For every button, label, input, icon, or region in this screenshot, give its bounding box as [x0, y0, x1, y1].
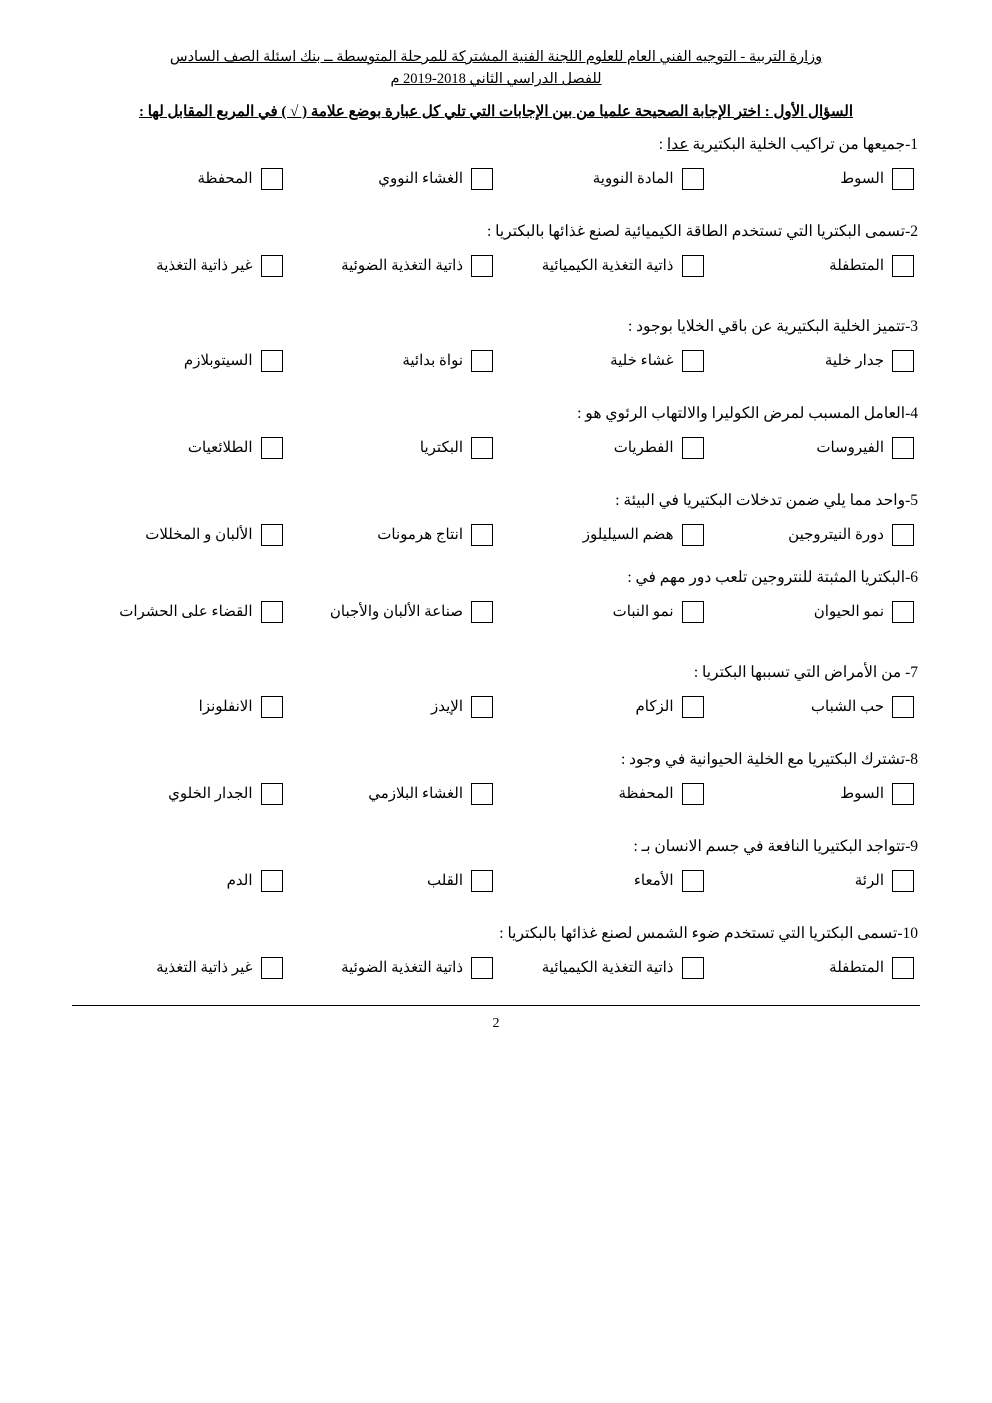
- checkbox-icon[interactable]: [682, 524, 704, 546]
- option-label: جدار خلية: [824, 353, 884, 370]
- option-item[interactable]: [283, 350, 494, 372]
- option-label: القلب: [426, 873, 463, 890]
- option-row: [72, 957, 920, 979]
- option-item[interactable]: [72, 437, 283, 459]
- option-label: الغشاء النووي: [378, 171, 463, 188]
- option-label: الدم: [226, 873, 253, 890]
- question-text: [72, 750, 920, 769]
- option-row: [72, 255, 920, 277]
- checkbox-icon[interactable]: [261, 524, 283, 546]
- option-label: الرئة: [854, 873, 884, 890]
- question-number: 1-: [905, 135, 918, 153]
- checkbox-icon[interactable]: [892, 601, 914, 623]
- question-block: [72, 924, 920, 979]
- option-label: المادة النووية: [592, 171, 674, 188]
- checkbox-icon[interactable]: [892, 168, 914, 190]
- option-row: [72, 437, 920, 459]
- option-item[interactable]: [704, 696, 921, 718]
- footer-divider: [72, 1005, 920, 1006]
- question-number: 8-: [905, 750, 918, 768]
- option-label: نمو النبات: [612, 604, 674, 621]
- checkbox-icon[interactable]: [261, 957, 283, 979]
- option-item[interactable]: [704, 168, 921, 190]
- option-label: غير ذاتية التغذية: [156, 258, 253, 275]
- question-number: 4-: [905, 404, 918, 422]
- option-item[interactable]: [493, 601, 704, 623]
- checkbox-icon[interactable]: [471, 957, 493, 979]
- question-number: 5-: [905, 491, 918, 509]
- option-label: الغشاء البلازمي: [368, 786, 463, 803]
- question-block: [72, 750, 920, 805]
- option-item[interactable]: [283, 168, 494, 190]
- option-label: غشاء خلية: [610, 353, 674, 370]
- question-text: [72, 663, 920, 682]
- question-stem: من الأمراض التي تسببها البكتريا :: [693, 663, 906, 681]
- question-stem-emphasis: عدا: [666, 135, 689, 153]
- option-label: الزكام: [635, 699, 674, 716]
- question-number: 7-: [905, 663, 918, 681]
- question-block: [72, 837, 920, 892]
- header-line-ministry: وزارة التربية - التوجيه الفني العام للعلوم اللجنة الفنية المشتركة للمرحلة المتوسطة ــ بنك اسئلة الصف السادس: [169, 49, 823, 65]
- option-item[interactable]: [493, 524, 704, 546]
- option-item[interactable]: [72, 601, 283, 623]
- option-item[interactable]: [283, 524, 494, 546]
- option-item[interactable]: [493, 696, 704, 718]
- question-text: [72, 568, 920, 587]
- option-row: [72, 601, 920, 623]
- option-item[interactable]: [493, 870, 704, 892]
- option-item[interactable]: [704, 524, 921, 546]
- option-label: ذاتية التغذية الضوئية: [341, 960, 463, 977]
- checkbox-icon[interactable]: [471, 350, 493, 372]
- option-label: نمو الحيوان: [813, 604, 884, 621]
- question-block: [72, 404, 920, 459]
- option-label: الفيروسات: [816, 440, 884, 457]
- checkbox-icon[interactable]: [892, 957, 914, 979]
- checkbox-icon[interactable]: [892, 437, 914, 459]
- checkbox-icon[interactable]: [682, 601, 704, 623]
- checkbox-icon[interactable]: [471, 870, 493, 892]
- option-item[interactable]: [72, 168, 283, 190]
- option-label: الطلائعيات: [187, 440, 253, 457]
- option-label: البكتريا: [419, 440, 463, 457]
- option-item[interactable]: [283, 255, 494, 277]
- option-item[interactable]: [283, 957, 494, 979]
- question-instruction: السؤال الأول : اختر الإجابة الصحيحة علميا من بين الإجابات التي تلي كل عبارة بوضع علامة ( √ ) في المربع المقابل لها :: [138, 103, 853, 120]
- option-item[interactable]: [283, 437, 494, 459]
- option-item[interactable]: [704, 783, 921, 805]
- option-item[interactable]: [72, 783, 283, 805]
- header-line-term: للفصل الدراسي الثاني 2018-2019 م: [390, 71, 602, 88]
- checkbox-icon[interactable]: [682, 437, 704, 459]
- option-label: السوط: [840, 786, 884, 803]
- question-stem-tail: :: [658, 135, 667, 153]
- checkbox-icon[interactable]: [682, 957, 704, 979]
- question-block: [72, 568, 920, 623]
- option-item[interactable]: [283, 601, 494, 623]
- question-stem: تتواجد البكتيريا النافعة في جسم الانسان بـ :: [633, 837, 906, 855]
- option-item[interactable]: [283, 696, 494, 718]
- option-label: السوط: [840, 171, 884, 188]
- option-label: ذاتية التغذية الكيميائية: [541, 960, 674, 977]
- question-stem: تتميز الخلية البكتيرية عن باقي الخلايا بوجود :: [627, 317, 906, 335]
- document-header: [72, 46, 920, 91]
- question-text: [72, 317, 920, 336]
- question-text: [72, 404, 920, 423]
- question-block: [72, 222, 920, 277]
- question-stem: البكتريا المثبتة للنتروجين تلعب دور مهم في :: [627, 568, 906, 586]
- option-row: [72, 870, 920, 892]
- option-label: حب الشباب: [810, 699, 884, 716]
- question-text: [72, 491, 920, 510]
- checkbox-icon[interactable]: [892, 255, 914, 277]
- option-item[interactable]: [72, 870, 283, 892]
- option-label: دورة النيتروجين: [788, 527, 884, 544]
- option-item[interactable]: [704, 601, 921, 623]
- checkbox-icon[interactable]: [261, 168, 283, 190]
- checkbox-icon[interactable]: [471, 601, 493, 623]
- option-label: المتطفلة: [829, 258, 884, 275]
- option-item[interactable]: [704, 255, 921, 277]
- option-row: [72, 168, 920, 190]
- option-label: نواة بدائية: [402, 353, 463, 370]
- question-number: 6-: [905, 568, 918, 586]
- checkbox-icon[interactable]: [261, 696, 283, 718]
- checkbox-icon[interactable]: [892, 350, 914, 372]
- option-item[interactable]: [283, 783, 494, 805]
- option-item[interactable]: [704, 957, 921, 979]
- checkbox-icon[interactable]: [682, 350, 704, 372]
- option-row: [72, 783, 920, 805]
- question-block: [72, 317, 920, 372]
- question-block: [72, 663, 920, 718]
- option-item[interactable]: [283, 870, 494, 892]
- option-label: المحفظة: [618, 786, 674, 803]
- option-label: الجدار الخلوي: [168, 786, 253, 803]
- checkbox-icon[interactable]: [682, 168, 704, 190]
- option-label: الفطريات: [613, 440, 674, 457]
- question-block: [72, 135, 920, 190]
- option-item[interactable]: [493, 255, 704, 277]
- option-label: هضم السيليلوز: [582, 527, 674, 544]
- question-stem: واحد مما يلي ضمن تدخلات البكتيريا في البيئة :: [615, 491, 906, 509]
- option-item[interactable]: [72, 957, 283, 979]
- option-label: ذاتية التغذية الضوئية: [341, 258, 463, 275]
- checkbox-icon[interactable]: [261, 870, 283, 892]
- option-item[interactable]: [493, 437, 704, 459]
- page-number: 2: [492, 1015, 500, 1031]
- checkbox-icon[interactable]: [471, 168, 493, 190]
- option-item[interactable]: [493, 783, 704, 805]
- option-label: الأمعاء: [633, 873, 674, 890]
- checkbox-icon[interactable]: [682, 255, 704, 277]
- question-stem: جميعها من تراكيب الخلية البكتيرية: [688, 135, 906, 153]
- checkbox-icon[interactable]: [892, 783, 914, 805]
- question-block: [72, 491, 920, 546]
- option-item[interactable]: [72, 350, 283, 372]
- option-item[interactable]: [493, 957, 704, 979]
- option-label: الإيدز: [430, 699, 463, 716]
- checkbox-icon[interactable]: [471, 255, 493, 277]
- checkbox-icon[interactable]: [261, 437, 283, 459]
- option-label: السيتوبلازم: [183, 353, 253, 370]
- question-stem: تسمى البكتريا التي تستخدم الطاقة الكيميائية لصنع غذائها بالبكتريا :: [486, 222, 906, 240]
- option-item[interactable]: [72, 696, 283, 718]
- checkbox-icon[interactable]: [682, 783, 704, 805]
- option-row: [72, 350, 920, 372]
- checkbox-icon[interactable]: [261, 255, 283, 277]
- option-label: القضاء على الحشرات: [119, 604, 253, 621]
- checkbox-icon[interactable]: [471, 437, 493, 459]
- question-number: 3-: [905, 317, 918, 335]
- option-label: المتطفلة: [829, 960, 884, 977]
- checkbox-icon[interactable]: [892, 870, 914, 892]
- question-number: 10-: [897, 924, 918, 942]
- option-item[interactable]: [493, 350, 704, 372]
- question-text: [72, 837, 920, 856]
- question-stem: تسمى البكتريا التي تستخدم ضوء الشمس لصنع غذائها بالبكتريا :: [499, 924, 898, 942]
- option-item[interactable]: [704, 437, 921, 459]
- option-label: انتاج هرمونات: [377, 527, 463, 544]
- option-row: [72, 696, 920, 718]
- checkbox-icon[interactable]: [682, 696, 704, 718]
- option-row: [72, 524, 920, 546]
- option-item[interactable]: [72, 524, 283, 546]
- question-stem: تشترك البكتيريا مع الخلية الحيوانية في وجود :: [620, 750, 906, 768]
- question-number: 9-: [905, 837, 918, 855]
- option-item[interactable]: [704, 350, 921, 372]
- checkbox-icon[interactable]: [261, 350, 283, 372]
- option-item[interactable]: [493, 168, 704, 190]
- question-number: 2-: [905, 222, 918, 240]
- question-text: [72, 135, 920, 154]
- checkbox-icon[interactable]: [471, 696, 493, 718]
- option-label: غير ذاتية التغذية: [156, 960, 253, 977]
- checkbox-icon[interactable]: [682, 870, 704, 892]
- option-item[interactable]: [72, 255, 283, 277]
- checkbox-icon[interactable]: [892, 696, 914, 718]
- checkbox-icon[interactable]: [261, 783, 283, 805]
- option-label: ذاتية التغذية الكيميائية: [541, 258, 674, 275]
- checkbox-icon[interactable]: [471, 783, 493, 805]
- question-text: [72, 222, 920, 241]
- question-text: [72, 924, 920, 943]
- checkbox-icon[interactable]: [261, 601, 283, 623]
- option-label: المحفظة: [197, 171, 253, 188]
- question-stem: العامل المسبب لمرض الكوليرا والالتهاب الرئوي هو :: [577, 404, 906, 422]
- option-label: الانفلونزا: [198, 699, 253, 716]
- option-label: صناعة الألبان والأجبان: [329, 604, 463, 621]
- checkbox-icon[interactable]: [471, 524, 493, 546]
- checkbox-icon[interactable]: [892, 524, 914, 546]
- option-item[interactable]: [704, 870, 921, 892]
- option-label: الألبان و المخللات: [145, 527, 253, 544]
